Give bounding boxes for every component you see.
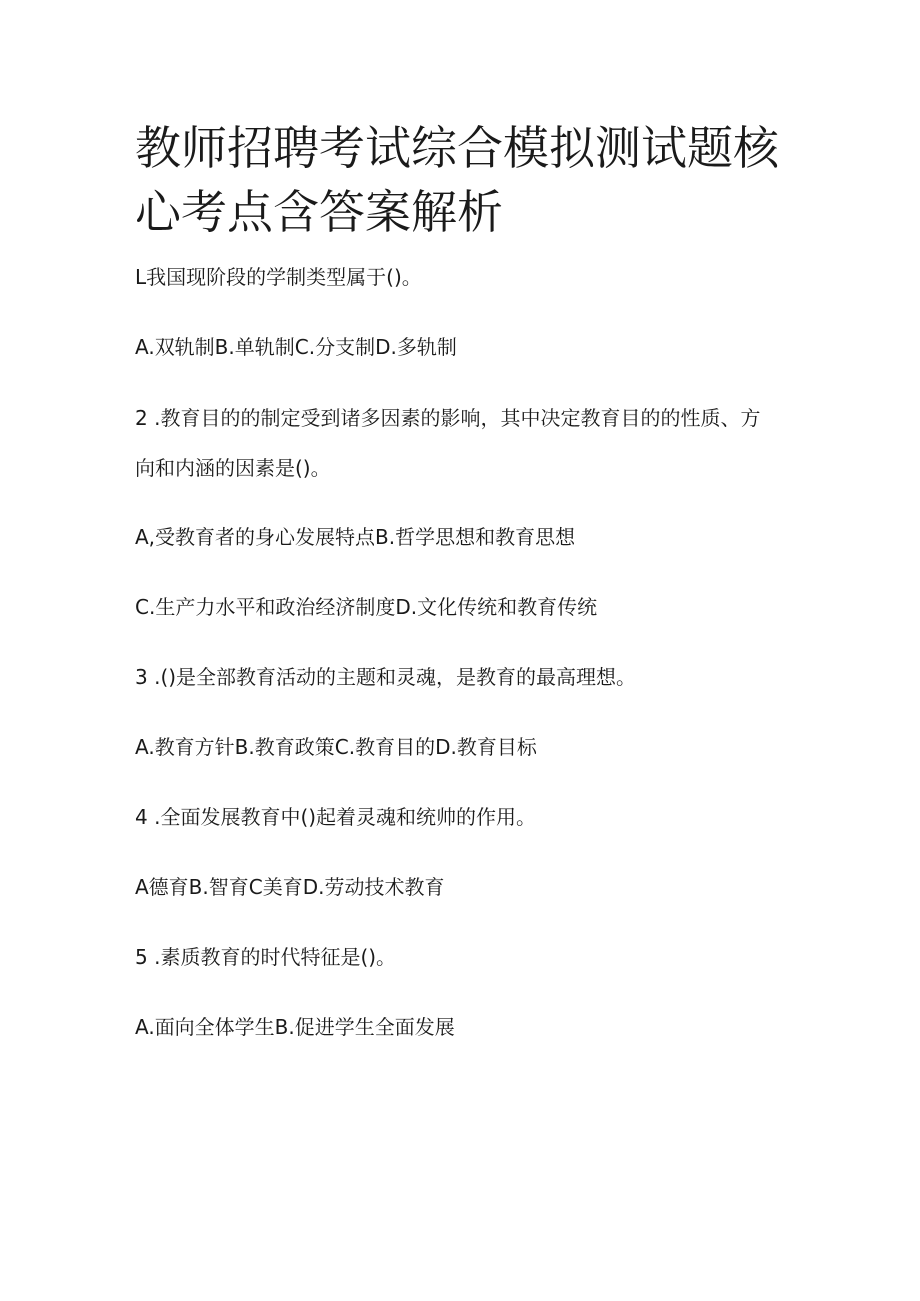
document-title: 教师招聘考试综合模拟测试题核心考点含答案解析: [135, 121, 779, 239]
question-4-options: A德育B.智育C美育D.劳动技术教育: [135, 875, 445, 899]
question-5-stem: 5 .素质教育的时代特征是()。: [135, 945, 397, 969]
question-4-stem: 4 .全面发展教育中()起着灵魂和统帅的作用。: [135, 805, 537, 829]
question-1-options: A.双轨制B.单轨制C.分支制D.多轨制: [135, 335, 457, 359]
question-2-stem-line-2: 向和内涵的因素是()。: [135, 456, 331, 480]
question-5-options: A.面向全体学生B.促进学生全面发展: [135, 1015, 455, 1039]
question-3-options: A.教育方针B.教育政策C.教育目的D.教育目标: [135, 735, 537, 759]
question-2-options-line-1: A,受教育者的身心发展特点B.哲学思想和教育思想: [135, 525, 576, 549]
question-1-stem: L我国现阶段的学制类型属于()。: [135, 265, 422, 289]
question-3-stem: 3 .()是全部教育活动的主题和灵魂，是教育的最高理想。: [135, 665, 637, 689]
question-2-options-line-2: C.生产力水平和政治经济制度D.文化传统和教育传统: [135, 595, 598, 619]
question-2-stem-line-1: 2 .教育目的的制定受到诸多因素的影响，其中决定教育目的的性质、方: [135, 406, 761, 430]
